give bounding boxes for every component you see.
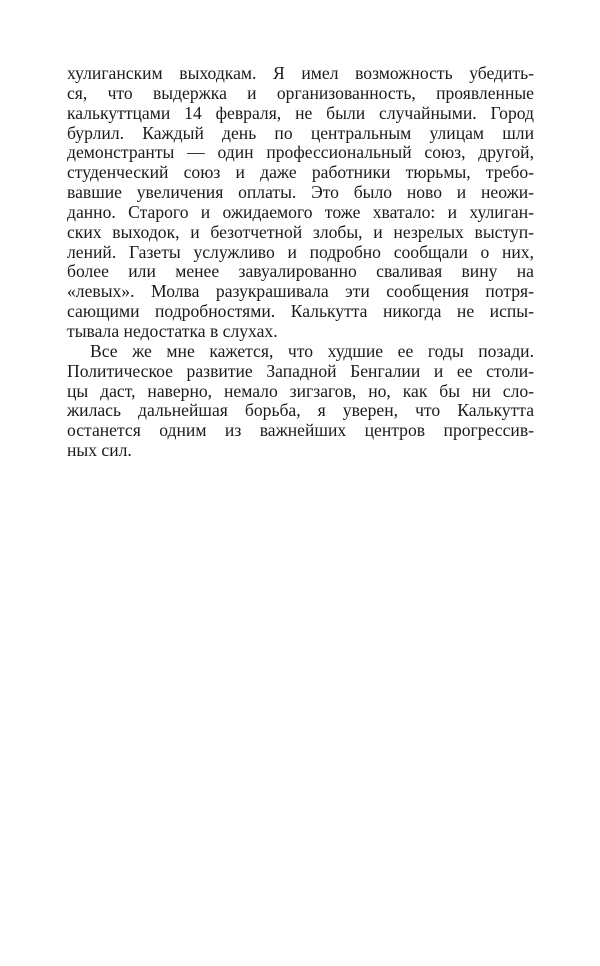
text-line: жилась дальнейшая борьба, я уверен, что Калькутта [67,400,534,421]
book-page-text [67,64,534,461]
text-line: ся, что выдержка и организованность, проявленные [67,82,534,103]
text-line: ских выходок, и безотчетной злобы, и незрелых выступ- [67,221,534,242]
text-line: хулиганским выходкам. Я имел возможность убедить- [67,63,534,83]
text-line: Политическое развитие Западной Бенгалии и ее столи- [67,360,534,381]
text-line: Все же мне кажется, что худшие ее годы позади. [90,340,534,361]
text-line: калькуттцами 14 февраля, не были случайными. Город [67,102,534,123]
text-line: более или менее завуалированно сваливая вину на [67,261,534,282]
text-line: лений. Газеты услужливо и подробно сообщали о них, [67,241,534,262]
text-line: вавшие увеличения оплаты. Это было ново и неожи- [67,182,534,203]
text-line: демонстранты — один профессиональный союз, другой, [67,142,534,163]
paragraph-1 [67,64,534,342]
text-line: цы даст, наверно, немало зигзагов, но, как бы ни сло- [67,380,534,401]
text-line: ных сил. [67,440,132,461]
text-line: «левых». Молва разукрашивала эти сообщения потря- [67,281,534,302]
paragraph-2 [67,342,534,461]
text-line: сающими подробностями. Калькутта никогда не испы- [67,301,534,322]
text-line: студенческий союз и даже работники тюрьмы, требо- [67,162,534,183]
text-line: бурлил. Каждый день по центральным улицам шли [67,122,534,143]
text-line: данно. Старого и ожидаемого тоже хватало: и хулиган- [67,201,534,222]
text-line: останется одним из важнейших центров прогрессив- [67,420,534,441]
text-line: тывала недостатка в слухах. [67,320,278,341]
